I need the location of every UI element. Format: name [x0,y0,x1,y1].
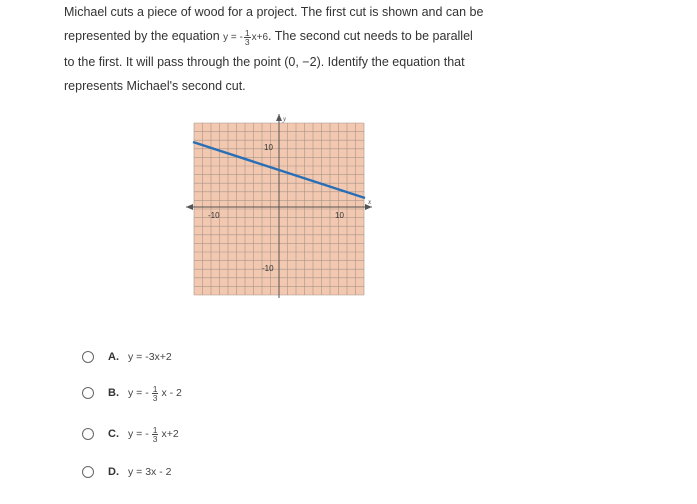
coordinate-graph [186,112,376,298]
radio-button-c[interactable] [82,428,94,440]
choice-c[interactable] [82,421,282,447]
radio-button-b[interactable] [82,387,94,399]
choice-c-eq-left: y = - [128,428,149,440]
tick-label-x-neg: -10 [208,211,220,220]
choice-b-eq-left: y = - [128,387,149,399]
choice-letter-a: A. [108,351,119,363]
choice-c-numerator: 1 [152,424,158,435]
choice-d-eq-text: y = 3x - 2 [128,466,172,478]
fraction-denominator: 3 [244,36,250,47]
choice-c-eq-right: x+2 [161,428,179,440]
radio-button-d[interactable] [82,466,94,478]
choice-b-denominator: 3 [152,392,158,403]
choice-a-equation [128,351,172,363]
choice-d[interactable] [82,459,282,485]
choice-letter-c: C. [108,428,119,440]
tick-label-y-pos: 10 [264,143,273,152]
question-line-2 [64,24,534,50]
radio-button-a[interactable] [82,351,94,363]
given-equation-right: x+6 [251,32,269,43]
question-line-2-pre: represented by the equation [64,29,220,43]
choice-b-numerator: 1 [152,383,158,394]
choice-c-fraction [152,426,159,443]
given-equation-left: y = - [223,32,243,43]
choice-a-eq-text: y = -3x+2 [128,351,172,363]
choice-b-equation [128,385,182,402]
choice-b[interactable] [82,380,282,406]
graph-svg [186,112,376,298]
x-axis-left-arrow [186,204,193,210]
y-axis-up-arrow [276,114,282,121]
choice-b-fraction [152,385,159,402]
question-line-1: Michael cuts a piece of wood for a project. The first cut is shown and can be [64,5,484,19]
y-axis-label: y [283,115,287,123]
question-line-3: to the first. It will pass through the point (0, −2). Identify the equation that [64,55,465,69]
choice-letter-d: D. [108,466,119,478]
fraction-numerator: 1 [244,27,250,38]
question-line-4: represents Michael's second cut. [64,79,246,93]
choice-letter-b: B. [108,387,119,399]
choice-a[interactable] [82,344,282,370]
given-equation-fraction [244,29,251,46]
choice-d-equation [128,466,171,478]
tick-label-y-neg: -10 [262,264,274,273]
choice-c-denominator: 3 [152,433,158,444]
given-equation [223,27,269,47]
question-line-2-post: . The second cut needs to be parallel [268,29,473,43]
choice-c-equation [128,426,179,443]
choice-b-eq-right: x - 2 [161,387,182,399]
question-text [64,0,534,98]
x-axis-label: x [368,198,372,206]
tick-label-x-pos: 10 [335,211,344,220]
